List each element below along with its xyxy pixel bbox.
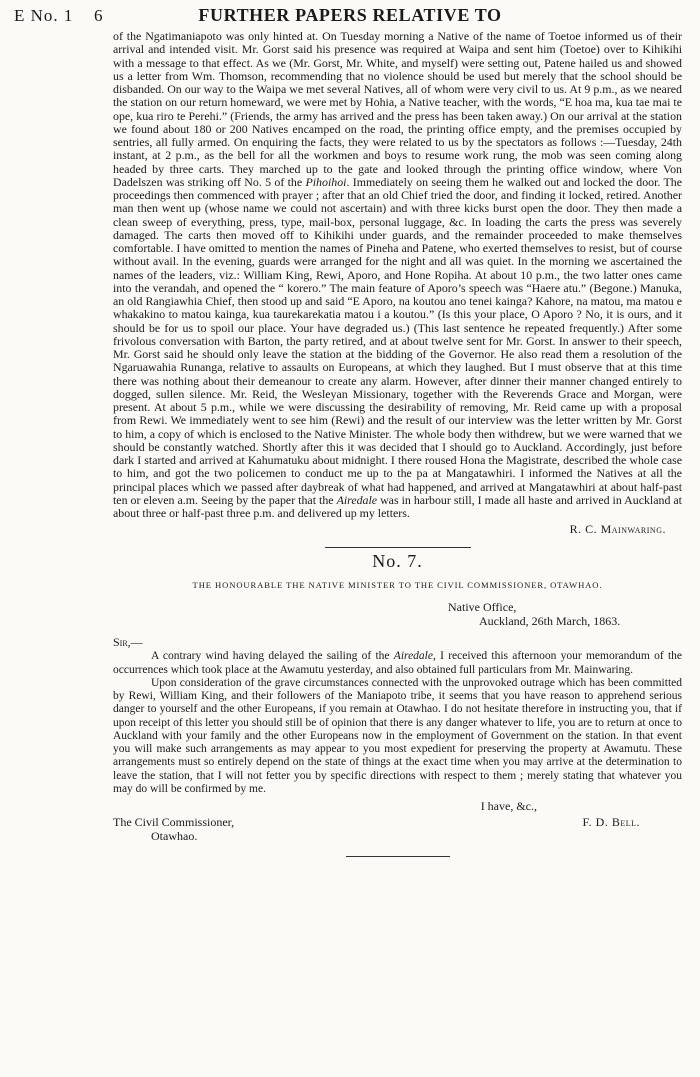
document-number: No. 7. xyxy=(372,551,423,572)
document-body xyxy=(113,30,682,857)
ship-name: Airedale xyxy=(336,492,378,507)
running-title: FURTHER PAPERS RELATIVE TO xyxy=(198,5,502,25)
ship-name: Airedale xyxy=(393,650,433,663)
letter-paragraph-1: A contrary wind having delayed the sailing of the Airedale, I received this afternoon your memorandum of the occurrences which took place at the Awamutu yesterday, and also obtained full particulars from Mr. Mainwaring. xyxy=(113,650,683,676)
newspaper-name: Pihoihoi xyxy=(305,174,347,189)
report-text: of the Ngatimaniapoto was only hinted at. On Tuesday morning a Native of the name of Toetoe informed us of their arrival and intended visit. Mr. Gorst said his presence was required at Waipa and sent him (Toetoe) over to Kihikihi with a message to that effect. As we (Mr. Gorst, Mr. White, and myself) were setting out, Patene hailed us and showed us a letter from Wm. Thomson, recommending that no violence should be used but merely that the school should be disbanded. On our way to the Waipa we met several Natives, all of whom were very civil to us. At 9 p.m., as we neared the station on our return homeward, we were met by Hohia, a Native teacher, with the words, “E hoa ma, kua tae mai te ope, kua riro te Perehi.” (Friends, the army has arrived and the press has been taken away.) On our arrival at the station we found about 180 or 200 Natives encamped on the road, the printing office empty, and the premises occupied by sentries, all fully armed. On enquiring the facts, they were related to us by the spectators as follows :—Tuesday, 24th instant, at 2 p.m., as the bell for all the workmen and boys to resume work rung, the mob was seen coming along headed by three carts. They marched up to the gate and looked through the printing office window, where Von Dadelszen was striking off No. 5 of the Pihoihoi. Immediately on seeing them he walked out and locked the door. The proceedings then commenced with prayer ; after that an old Chief tried the door, and finding it locked, retired. Another man then went up (whose name we could not ascertain) and with three kicks burst open the door. They then made a clean sweep of everything, press, type, mail-box, personal luggage, &c. In loading the carts the press was severely damaged. The carts then moved off to Kihikihi under guards, and the remainder proceeded to make themselves comfortable. I have omitted to mention the names of Pineha and Patene, who exerted themselves to resist, but of course without avail. In the evening, guards were arranged for the night and all was quiet. In the morning we ascertained the names of the leaders, viz.: William King, Rewi, Aporo, and Hone Ropiha. At about 10 p.m., the two latter ones came into the verandah, and opened the “ korero.” The main feature of Aporo’s speech was “Haere atu.” (Begone.) Manuka, an old Rangiawhia Chief, then stood up and said “E Aporo, na koutou ano tenei kainga? Kahore, na matou, ma matou e whakakino to matou kainga, kua taurekarekatia matou i a koutou.” (Is this your place, O Aporo ? No, it is ours, and it should be for us to spoil our place. Your have degraded us.) (This last sentence he repeated frequently.) After some frivolous conversation with Barton, the party retired, and at about twelve sent for Mr. Gorst. In answer to their speech, Mr. Gorst said he should only leave the station at the bidding of the Governor. He also read them a resolution of the Ngaruawahia Runanga, relative to assaults on Europeans, at which they laughed. But I must observe that at this time there was nothing about their demeanour to create any alarm. However, after dinner their manner changed entirely to dogged, sullen silence. Mr. Reid, the Wesleyan Missionary, together with the Reverends Grace and Morgan, were present. At about 5 p.m., while we were discussing the desirability of removing, Mr. Reid came up with a proposal from Rewi. We immediately went to see him (Rewi) and the result of our interview was the letter written by Mr. Gorst to him, a copy of which is enclosed to the Native Minister. The whole body then withdrew, but we were warned that we should be constantly watched. Shortly after this it was decided that I should go to Auckland. Accordingly, just before dark I started and arrived at Kahumatuku about midnight. I there roused Hona the Magistrate, described the whole case to him, and got the two policemen to conduct me up to the pa at Mangatawhiri. I informed the Natives at all the principal places which we passed after daybreak of what had happened, and arrived at Mangatawhiri at about half-past ten or eleven a.m. Seeing by the paper that the Airedale was in harbour still, I made all haste and arrived in Auckland at about three or half-past three p.m. and delivered up my letters. xyxy=(113,29,682,520)
report-signature: R. C. Mainwaring. xyxy=(569,522,666,537)
letter-address xyxy=(448,600,682,628)
address-line-2: Auckland, 26th March, 1863. xyxy=(479,614,621,629)
letter-signature: F. D. Bell. xyxy=(582,815,640,829)
end-divider xyxy=(346,856,450,857)
letter-closing: I have, &c., xyxy=(480,799,537,813)
letter-caption: THE HONOURABLE THE NATIVE MINISTER TO THE CIVIL COMMISSIONER, OTAWHAO. xyxy=(192,580,603,591)
addressee-place: Otawhao. xyxy=(151,829,198,843)
letter-paragraph-2: Upon consideration of the grave circumstances connected with the unprovoked outrage which has been committed by Rewi, William King, and their followers of the Maniapoto tribe, it seems that you have reason to apprehend serious danger to yourself and the other Europeans, if you remain at Otawhao. I do not hesitate therefore in instructing you, that if upon receipt of this letter you should still be of opinion that there is any danger whatever to life, you are to return at once to Auckland with your family and the other Europeans now in the employment of Government on the station. In that event you will make such arrangements as may appear to you most expedient for preserving the property at Awamutu. These arrangements must so entirely depend on the state of things at the exact time when you may arrive at the determination to leave the station, that I will not fetter you by specific directions with respect to them ; merely stating that whatever you may do will be confirmed by me. xyxy=(113,676,682,795)
addressee: The Civil Commissioner, xyxy=(113,815,235,829)
paper-reference: E No. 1 xyxy=(14,6,74,25)
salutation: Sir,— xyxy=(113,635,143,650)
signature-row xyxy=(113,815,682,829)
page-number: 6 xyxy=(94,6,103,25)
address-line-1: Native Office, xyxy=(448,600,517,615)
section-divider xyxy=(325,547,471,548)
